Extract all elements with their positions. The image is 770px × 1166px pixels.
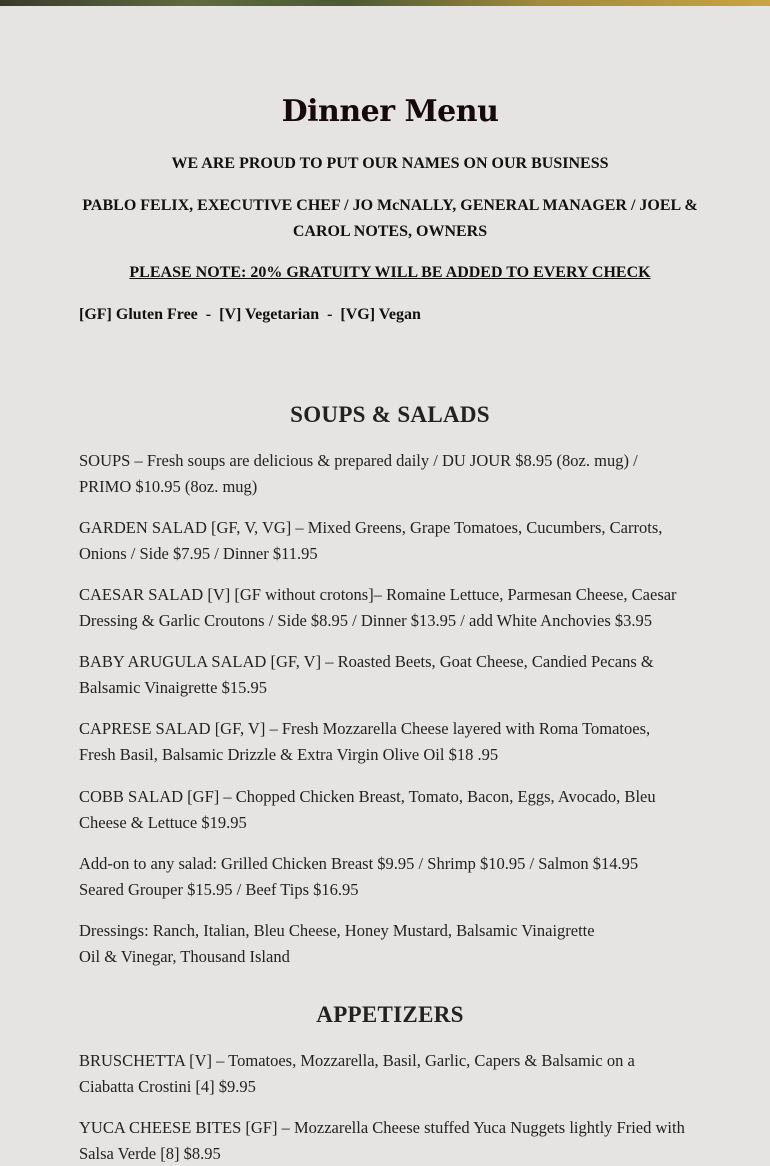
section-title-appetizers: APPETIZERS: [316, 1002, 464, 1027]
menu-item-garden-salad: GARDEN SALAD [GF, V, VG] – Mixed Greens, Grape Tomatoes, Cucumbers, Carrots, Onions / Side $7.95 / Dinner $11.95: [79, 518, 663, 563]
menu-item-caesar-salad: CAESAR SALAD [V] [GF without crotons]– Romaine Lettuce, Parmesan Cheese, Caesar Dressing & Garlic Croutons / Side $8.95 / Dinner $13.95 / add White Anchovies $3.95: [79, 585, 677, 630]
menu-item-dressings: Dressings: Ranch, Italian, Bleu Cheese, Honey Mustard, Balsamic Vinaigrette Oil & Vinegar, Thousand Island: [79, 921, 595, 966]
menu-item-salad-addons: Add-on to any salad: Grilled Chicken Breast $9.95 / Shrimp $10.95 / Salmon $14.95 Seared Grouper $15.95 / Beef Tips $16.95: [79, 854, 639, 899]
dietary-legend: [GF] Gluten Free - [V] Vegetarian - [VG] Vegan: [79, 306, 421, 323]
menu-item-bruschetta: BRUSCHETTA [V] – Tomatoes, Mozzarella, Basil, Garlic, Capers & Balsamic on a Ciabatta Crostini [4] $9.95: [79, 1051, 635, 1096]
gratuity-note: PLEASE NOTE: 20% GRATUITY WILL BE ADDED TO EVERY CHECK: [129, 264, 651, 281]
menu-item-arugula-salad: BABY ARUGULA SALAD [GF, V] – Roasted Beets, Goat Cheese, Candied Pecans & Balsamic Vinaigrette $15.95: [79, 652, 654, 697]
menu-item-cobb-salad: COBB SALAD [GF] – Chopped Chicken Breast, Tomato, Bacon, Eggs, Avocado, Bleu Cheese & Lettuce $19.95: [79, 787, 656, 832]
menu-item-caprese-salad: CAPRESE SALAD [GF, V] – Fresh Mozzarella Cheese layered with Roma Tomatoes, Fresh Basil, Balsamic Drizzle & Extra Virgin Olive Oil $18 .95: [79, 719, 651, 764]
menu-item-soups: SOUPS – Fresh soups are delicious & prepared daily / DU JOUR $8.95 (8oz. mug) / PRIMO $10.95 (8oz. mug): [79, 451, 638, 496]
page-title: Dinner Menu: [281, 94, 499, 129]
header-photo-strip: [0, 0, 770, 6]
menu-item-yuca-cheese-bites: YUCA CHEESE BITES [GF] – Mozzarella Cheese stuffed Yuca Nuggets lightly Fried with Salsa Verde [8] $8.95: [79, 1118, 685, 1163]
section-title-soups-salads: SOUPS & SALADS: [290, 402, 490, 427]
tagline: WE ARE PROUD TO PUT OUR NAMES ON OUR BUSINESS: [171, 155, 609, 172]
staff-credits: PABLO FELIX, EXECUTIVE CHEF / JO McNALLY, GENERAL MANAGER / JOEL & CAROL NOTES, OWNERS: [82, 197, 698, 240]
